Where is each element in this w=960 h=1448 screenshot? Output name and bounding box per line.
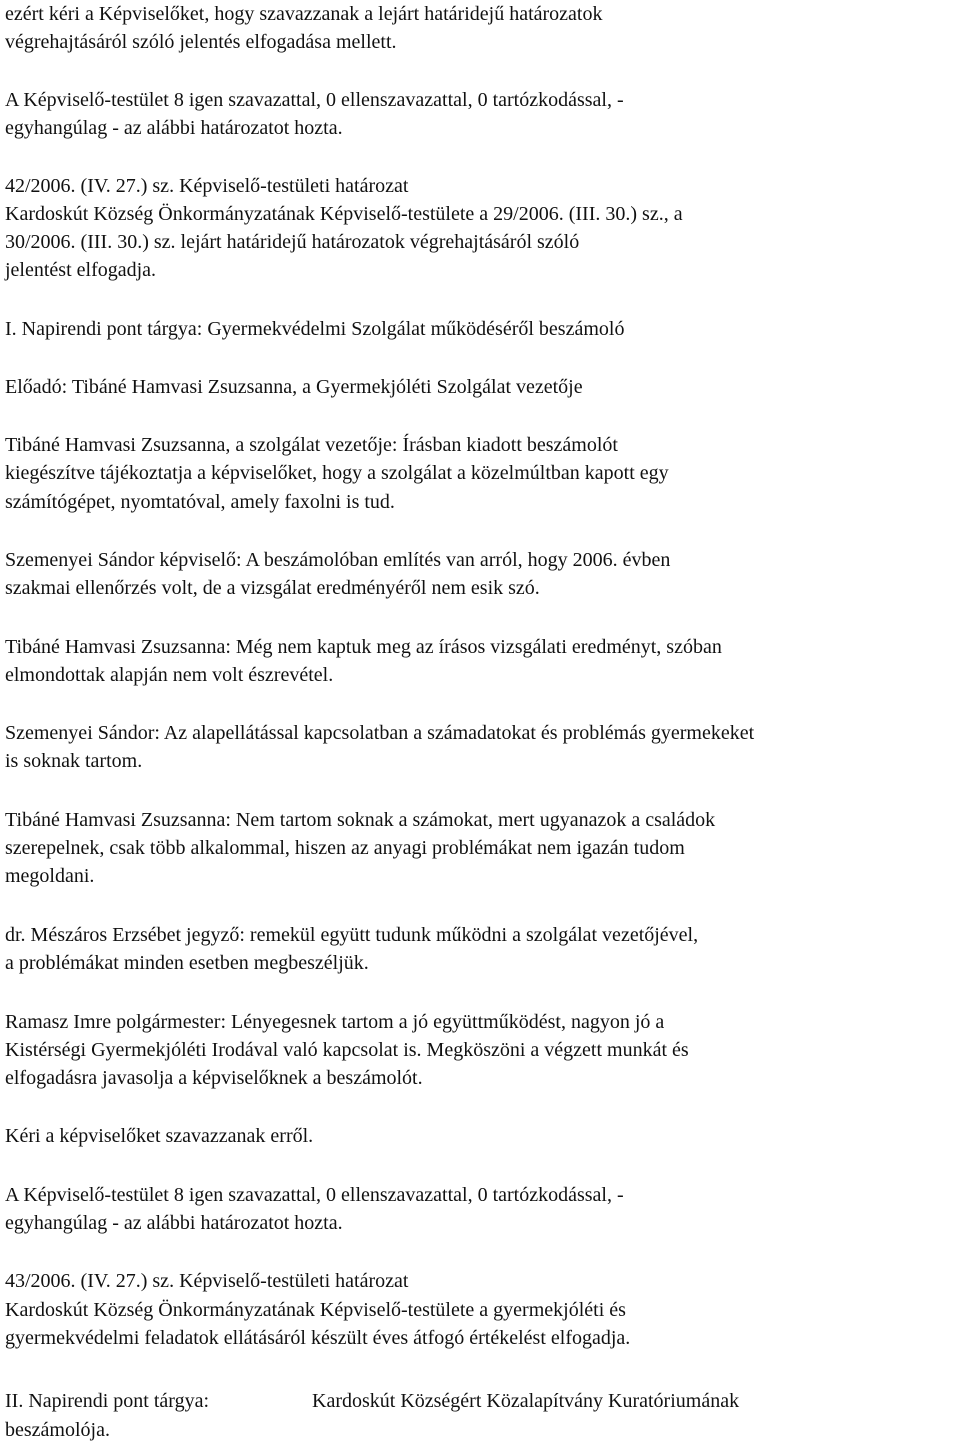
text-line: is soknak tartom. — [5, 750, 143, 772]
text-line: végrehajtásáról szóló jelentés elfogadása mellett. — [5, 31, 397, 53]
text-line: egyhangúlag - az alábbi határozatot hozta. — [5, 1212, 343, 1234]
text-line: Kéri a képviselőket szavazzanak erről. — [5, 1125, 314, 1147]
text-line: egyhangúlag - az alábbi határozatot hozta. — [5, 117, 343, 139]
text-line: a problémákat minden esetben megbeszéljük. — [5, 952, 369, 974]
text-line: A Képviselő-testület 8 igen szavazattal, 0 ellenszavazattal, 0 tartózkodással, - — [5, 1184, 624, 1206]
text-line: Szemenyei Sándor: Az alapellátással kapcsolatban a számadatokat és problémás gyermekeket — [5, 722, 755, 744]
text-line: szakmai ellenőrzés volt, de a vizsgálat eredményéről nem esik szó. — [5, 577, 540, 599]
text-line: megoldani. — [5, 865, 95, 887]
text-line: Kardoskút Község Önkormányzatának Képviselő-testülete a 29/2006. (III. 30.) sz., a — [5, 203, 683, 225]
agenda-item-heading: I. Napirendi pont tárgya: Gyermekvédelmi Szolgálat működéséről beszámoló — [5, 318, 625, 340]
text-line: elmondottak alapján nem volt észrevétel. — [5, 664, 334, 686]
text-line: Szemenyei Sándor képviselő: A beszámolóban említés van arról, hogy 2006. évben — [5, 549, 671, 571]
text-line: dr. Mészáros Erzsébet jegyző: remekül együtt tudunk működni a szolgálat vezetőjével, — [5, 924, 699, 946]
text-line: beszámolója. — [5, 1419, 110, 1441]
text-line: A Képviselő-testület 8 igen szavazattal, 0 ellenszavazattal, 0 tartózkodással, - — [5, 89, 624, 111]
text-line: Tibáné Hamvasi Zsuzsanna, a szolgálat vezetője: Írásban kiadott beszámolót — [5, 434, 618, 456]
agenda-item-title: Kardoskút Községért Közalapítvány Kuratóriumának — [312, 1390, 740, 1412]
text-line: Ramasz Imre polgármester: Lényegesnek tartom a jó együttműködést, nagyon jó a — [5, 1011, 665, 1033]
text-line: Kistérségi Gyermekjóléti Irodával való kapcsolat is. Megköszöni a végzett munkát és — [5, 1039, 689, 1061]
text-line: Tibáné Hamvasi Zsuzsanna: Még nem kaptuk meg az írásos vizsgálati eredményt, szóban — [5, 636, 722, 658]
text-line: 30/2006. (III. 30.) sz. lejárt határidejű határozatok végrehajtásáról szóló — [5, 231, 580, 253]
text-line: ezért kéri a Képviselőket, hogy szavazzanak a lejárt határidejű határozatok — [5, 3, 603, 25]
text-line: kiegészítve tájékoztatja a képviselőket, hogy a szolgálat a közelmúltban kapott egy — [5, 462, 669, 484]
text-line: Tibáné Hamvasi Zsuzsanna: Nem tartom soknak a számokat, mert ugyanazok a családok — [5, 809, 716, 831]
text-line: Kardoskút Község Önkormányzatának Képviselő-testülete a gyermekjóléti és — [5, 1299, 626, 1321]
text-line: gyermekvédelmi feladatok ellátásáról készült éves átfogó értékelést elfogadja. — [5, 1327, 631, 1349]
text-line: szerepelnek, csak több alkalommal, hiszen az anyagi problémákat nem igazán tudom — [5, 837, 685, 859]
agenda-item-label: II. Napirendi pont tárgya: — [5, 1390, 210, 1412]
presenter-line: Előadó: Tibáné Hamvasi Zsuzsanna, a Gyermekjóléti Szolgálat vezetője — [5, 376, 583, 398]
text-line: elfogadásra javasolja a képviselőknek a beszámolót. — [5, 1067, 423, 1089]
text-line: jelentést elfogadja. — [5, 259, 157, 281]
resolution-heading: 43/2006. (IV. 27.) sz. Képviselő-testületi határozat — [5, 1270, 409, 1292]
text-line: számítógépet, nyomtatóval, amely faxolni is tud. — [5, 491, 395, 513]
resolution-heading: 42/2006. (IV. 27.) sz. Képviselő-testületi határozat — [5, 175, 409, 197]
